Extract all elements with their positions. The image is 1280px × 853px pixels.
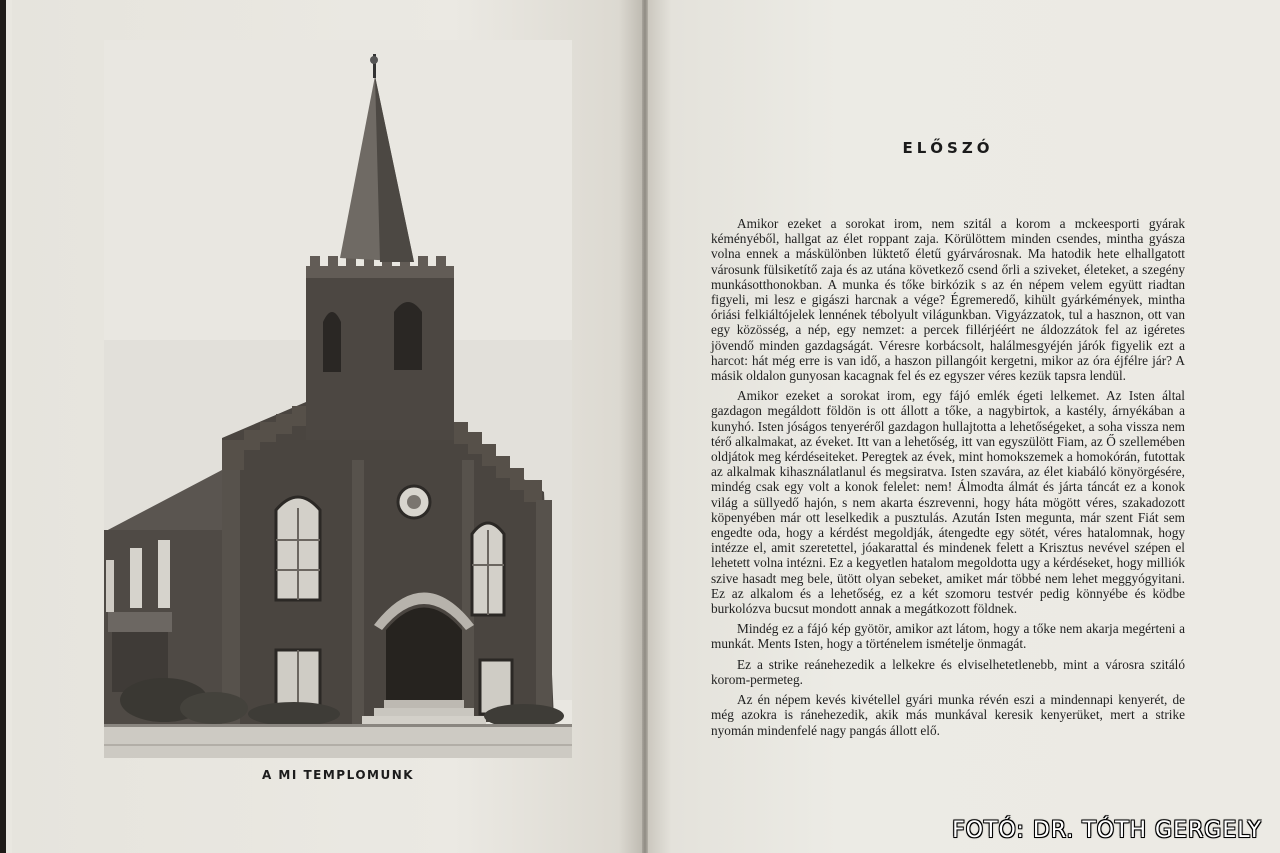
paragraph: Mindég ez a fájó kép gyötör, amikor azt látom, hogy a tőke nem akarja megérteni a munkát. Ments Isten, hogy a történelem ismételje önmagát. <box>711 621 1185 652</box>
paragraph: Amikor ezeket a sorokat irom, egy fájó emlék égeti lelkemet. Az Isten által gazdagon megáldott földön is ott állott a tőke, a nagybirtok, a kastély, árnyékában a kunyhó. Isten jóságos tenyeréről gazdagon hullajtotta a lehetőségeket, a soha vissza nem térő alkalmakat, az éveket. Itt van a lehetőség, itt van egyszülött Fiam, az Ő szellemében oldjátok meg kérdéseiteket. Peregtek az évek, mint homokszemek a homokórán, futottak az alkalmak kihasználatlanul és megsiratva. Isten szavára, az élet kiabáló könyörgésére, mindég csak egy volt a konok felelet: nem! Álmodta álmát és járta táncát ez a konok világ a süllyedő hajón, s nem akarta észrevenni, hogy háta mögött véres, szakadozott köpenyében már ott leselkedik a pusztulás. Azután Isten megunta, már szent Fiát sem engedte oda, hogy a kérdést megoldják, átengedte egy sötét, véres hatalomnak, hogy intézze el, amit szeretettel, jóakarattal és mindenek felett a Krisztus nevével szépen el lehetett volna intézni. Ez a kegyetlen hatalom megoldotta ugy a kérdéseket, hogy milliók szive hasadt meg bele, ütött olyan sebeket, amiket már többé nem lehet meggyógyitani. Ez az alkalom és a lehetőség, ez a két szomoru testvér pedig könnyébe és ködbe burkolózva bucsut mondott annak a megátkozott földnek. <box>711 388 1185 617</box>
paragraph: Amikor ezeket a sorokat irom, nem szitál a korom a mckeesporti gyárak kéményéből, hallgat az élet roppant zaja. Körülöttem minden csendes, mintha gyásza volna ennek a máskülönben lüktető életű gyárvárosnak. Ma hatodik hete elhallgatott városunk fülsiketítő zaja és az utána következő csend őrli a sziveket, életeket, a szegény munkásotthonokban. A munka és tőke birkózik s az én népem velem együtt riadtan figyeli, mi lesz e gigászi harcnak a vége? Égremeredő, kihült gyárkémények, mintha óriási felkiáltójelek lennének tébolyult világunkban. Vigyázzatok, tul a hasznon, ott van egy közösség, a nép, egy nemzet: a percek fillérjéért ne áldozzátok fel az igéretes jövendő minden gazdagságát. Véresre korbácsolt, halálmesgyéjén járók figyelik ezt a harcot: hát még erre is van idő, a haszon pillangóit kergetni, mikor az óra éjfélre jár? A másik oldalon gunyosan kacagnak fel és ez egyszer véres kezük tapsra lendül. <box>711 216 1185 384</box>
photo-credit-watermark: FOTÓ: DR. TÓTH GERGELY <box>952 818 1262 843</box>
foreword-text <box>711 216 1185 743</box>
book-gutter <box>642 0 648 853</box>
church-photograph <box>104 40 572 758</box>
paragraph: Ez a strike reánehezedik a lelkekre és elviselhetetlenebb, mint a városra szitáló korom-permeteg. <box>711 656 1185 687</box>
photo-caption: A MI TEMPLOMUNK <box>261 768 415 782</box>
page-title: ELŐSZÓ <box>902 139 994 157</box>
paragraph: Az én népem kevés kivétellel gyári munka révén eszi a mindennapi kenyerét, de még azokra is ránehezedik, akik más munkával keresik kenyerüket, mert a strike nyomán mindenfelé nagy pangás állott elő. <box>711 692 1185 738</box>
